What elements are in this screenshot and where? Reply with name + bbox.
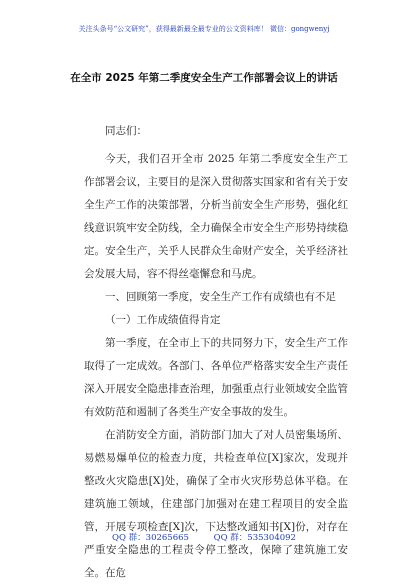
paragraph-achievements: 第一季度，在全市上下的共同努力下，安全生产工作取得了一定成效。各部门、各单位严格落实安全生产责任深入开展安全隐患排查治理，加强重点行业领域安全监管有效防范和遏制了各类生产安全事故的发生。: [84, 337, 348, 418]
footer-contact: [0, 531, 408, 543]
paragraph-intro: 今天，我们召开全市 2025 年第二季度安全生产工作部署会议，主要目的是深入贯彻落实国家和省有关于安全生产工作的决策部署，分析当前安全生产形势，强化红线意识筑牢安全防线，全力确保全市安全生产形势持续稳定。安全生产，关乎人民群众生命财产安全，关乎经济社会发展大局，容不得丝毫懈怠和马虎。: [84, 153, 348, 280]
subsection-heading-1: （一）工作成绩值得肯定: [105, 314, 221, 326]
footer-qq-group-1: QQ 群：30265665: [112, 533, 189, 543]
document-body: [84, 120, 348, 585]
section-heading-1: 一、回顾第一季度，安全生产工作有成绩也有不足: [105, 291, 336, 303]
header-promo-text: 关注头条号“公文研究”，获得最新最全最专业的公文资料库！ 微信：gongwenyj: [78, 25, 330, 33]
salutation: 同志们：: [105, 125, 147, 137]
document-title: 在全市 2025 年第二季度安全生产工作部署会议上的讲话: [70, 72, 338, 84]
paragraph-details: 在消防安全方面，消防部门加大了对人员密集场所、易燃易爆单位的检查力度，共检查单位[X]家次，发现并整改火灾隐患[X]处，确保了全市火灾形势总体平稳。在建筑施工领域，住建部门加强对在建工程项目的安全监管，开展专项检查[X]次，下达整改通知书[X]份，对存在严重安全隐患的工程责令停工整改，保障了建筑施工安全。在危: [84, 429, 348, 579]
footer-qq-group-2: QQ 群：535304092: [213, 533, 296, 543]
